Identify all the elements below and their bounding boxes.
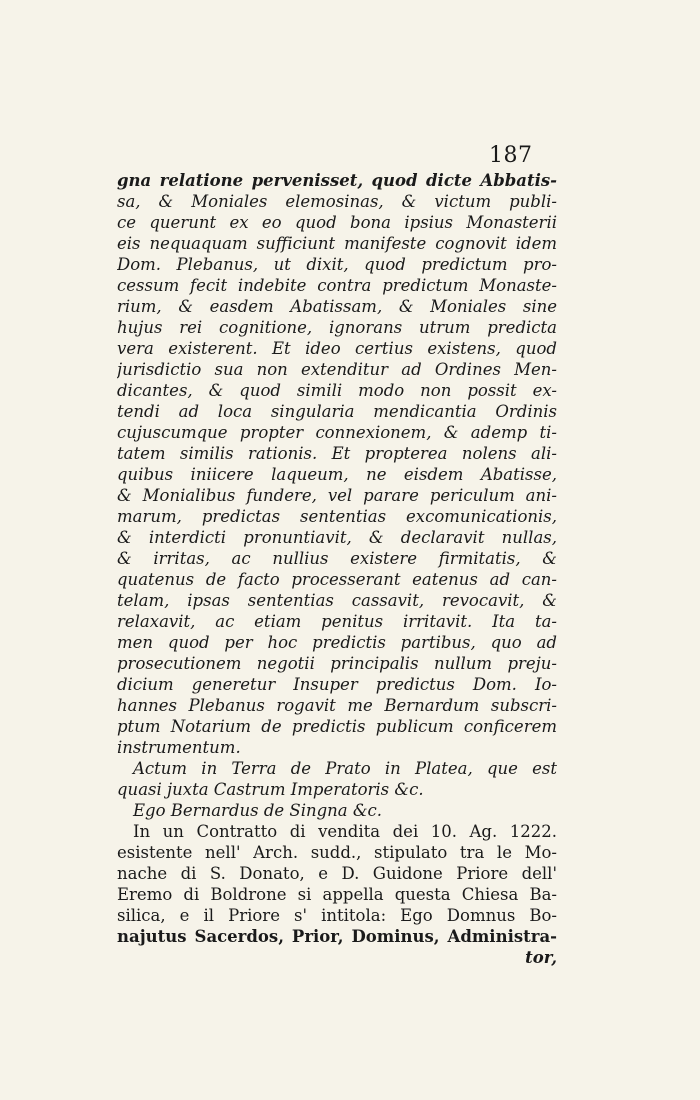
text-line: Actum in Terra de Prato in Platea, que est <box>133 759 557 778</box>
text-line: gna relatione pervenisset, quod dicte Abbatis- <box>117 171 557 190</box>
text-line: & interdicti pronuntiavit, & declaravit nullas, <box>117 528 557 547</box>
page-number: 187 <box>489 143 533 168</box>
text-line: quibus iniicere laqueum, ne eisdem Abatisse, <box>117 465 557 484</box>
text-line: esistente nell' Arch. sudd., stipulato tra le Mo- <box>117 843 557 862</box>
text-line: nache di S. Donato, e D. Guidone Priore dell' <box>117 864 557 883</box>
text-line: tendi ad loca singularia mendicantia Ordinis <box>117 402 557 421</box>
text-line: cujuscumque propter connexionem, & ademp ti- <box>117 423 557 442</box>
text-line: & Monialibus fundere, vel parare periculum ani- <box>117 486 557 505</box>
text-line: men quod per hoc predictis partibus, quo ad <box>117 633 557 652</box>
text-line: prosecutionem negotii principalis nullum preju- <box>117 654 557 673</box>
text-line: & irritas, ac nullius existere firmitatis, & <box>117 549 557 568</box>
text-line: In un Contratto di vendita dei 10. Ag. 1222. <box>133 822 557 841</box>
text-line: quatenus de facto processerant eatenus ad can- <box>117 570 557 589</box>
text-line: najutus Sacerdos, Prior, Dominus, Administra- <box>117 927 557 946</box>
text-line: marum, predictas sententias excomunicationis, <box>117 507 557 526</box>
text-line: ptum Notarium de predictis publicum conficerem <box>117 717 557 736</box>
text-line: rium, & easdem Abatissam, & Moniales sine <box>117 297 557 316</box>
text-line: quasi juxta Castrum Imperatoris &c. <box>117 780 424 799</box>
text-line: Eremo di Boldrone si appella questa Chiesa Ba- <box>117 885 557 904</box>
text-line: telam, ipsas sententias cassavit, revocavit, & <box>117 591 557 610</box>
text-line: Dom. Plebanus, ut dixit, quod predictum pro- <box>117 255 557 274</box>
page-text <box>117 170 557 968</box>
text-line: dicantes, & quod simili modo non possit ex- <box>117 381 557 400</box>
text-line: tor, <box>525 948 557 967</box>
text-line: silica, e il Priore s' intitola: Ego Domnus Bo- <box>117 906 557 925</box>
text-line: Ego Bernardus de Singna &c. <box>133 801 383 820</box>
text-line: ce querunt ex eo quod bona ipsius Monasterii <box>117 213 557 232</box>
text-line: eis nequaquam sufficiunt manifeste cognovit idem <box>117 234 557 253</box>
text-line: jurisdictio sua non extenditur ad Ordines Men- <box>117 360 557 379</box>
text-line: sa, & Moniales elemosinas, & victum publi- <box>117 192 557 211</box>
text-line: dicium generetur Insuper predictus Dom. Io- <box>117 675 557 694</box>
text-line: hujus rei cognitione, ignorans utrum predicta <box>117 318 557 337</box>
text-line: relaxavit, ac etiam penitus irritavit. Ita ta- <box>117 612 557 631</box>
text-line: cessum fecit indebite contra predictum Monaste- <box>117 276 557 295</box>
text-line: vera existerent. Et ideo certius existens, quod <box>117 339 557 358</box>
text-line: hannes Plebanus rogavit me Bernardum subscri- <box>117 696 557 715</box>
text-line: tatem similis rationis. Et propterea nolens ali- <box>117 444 557 463</box>
text-line: instrumentum. <box>117 738 241 757</box>
